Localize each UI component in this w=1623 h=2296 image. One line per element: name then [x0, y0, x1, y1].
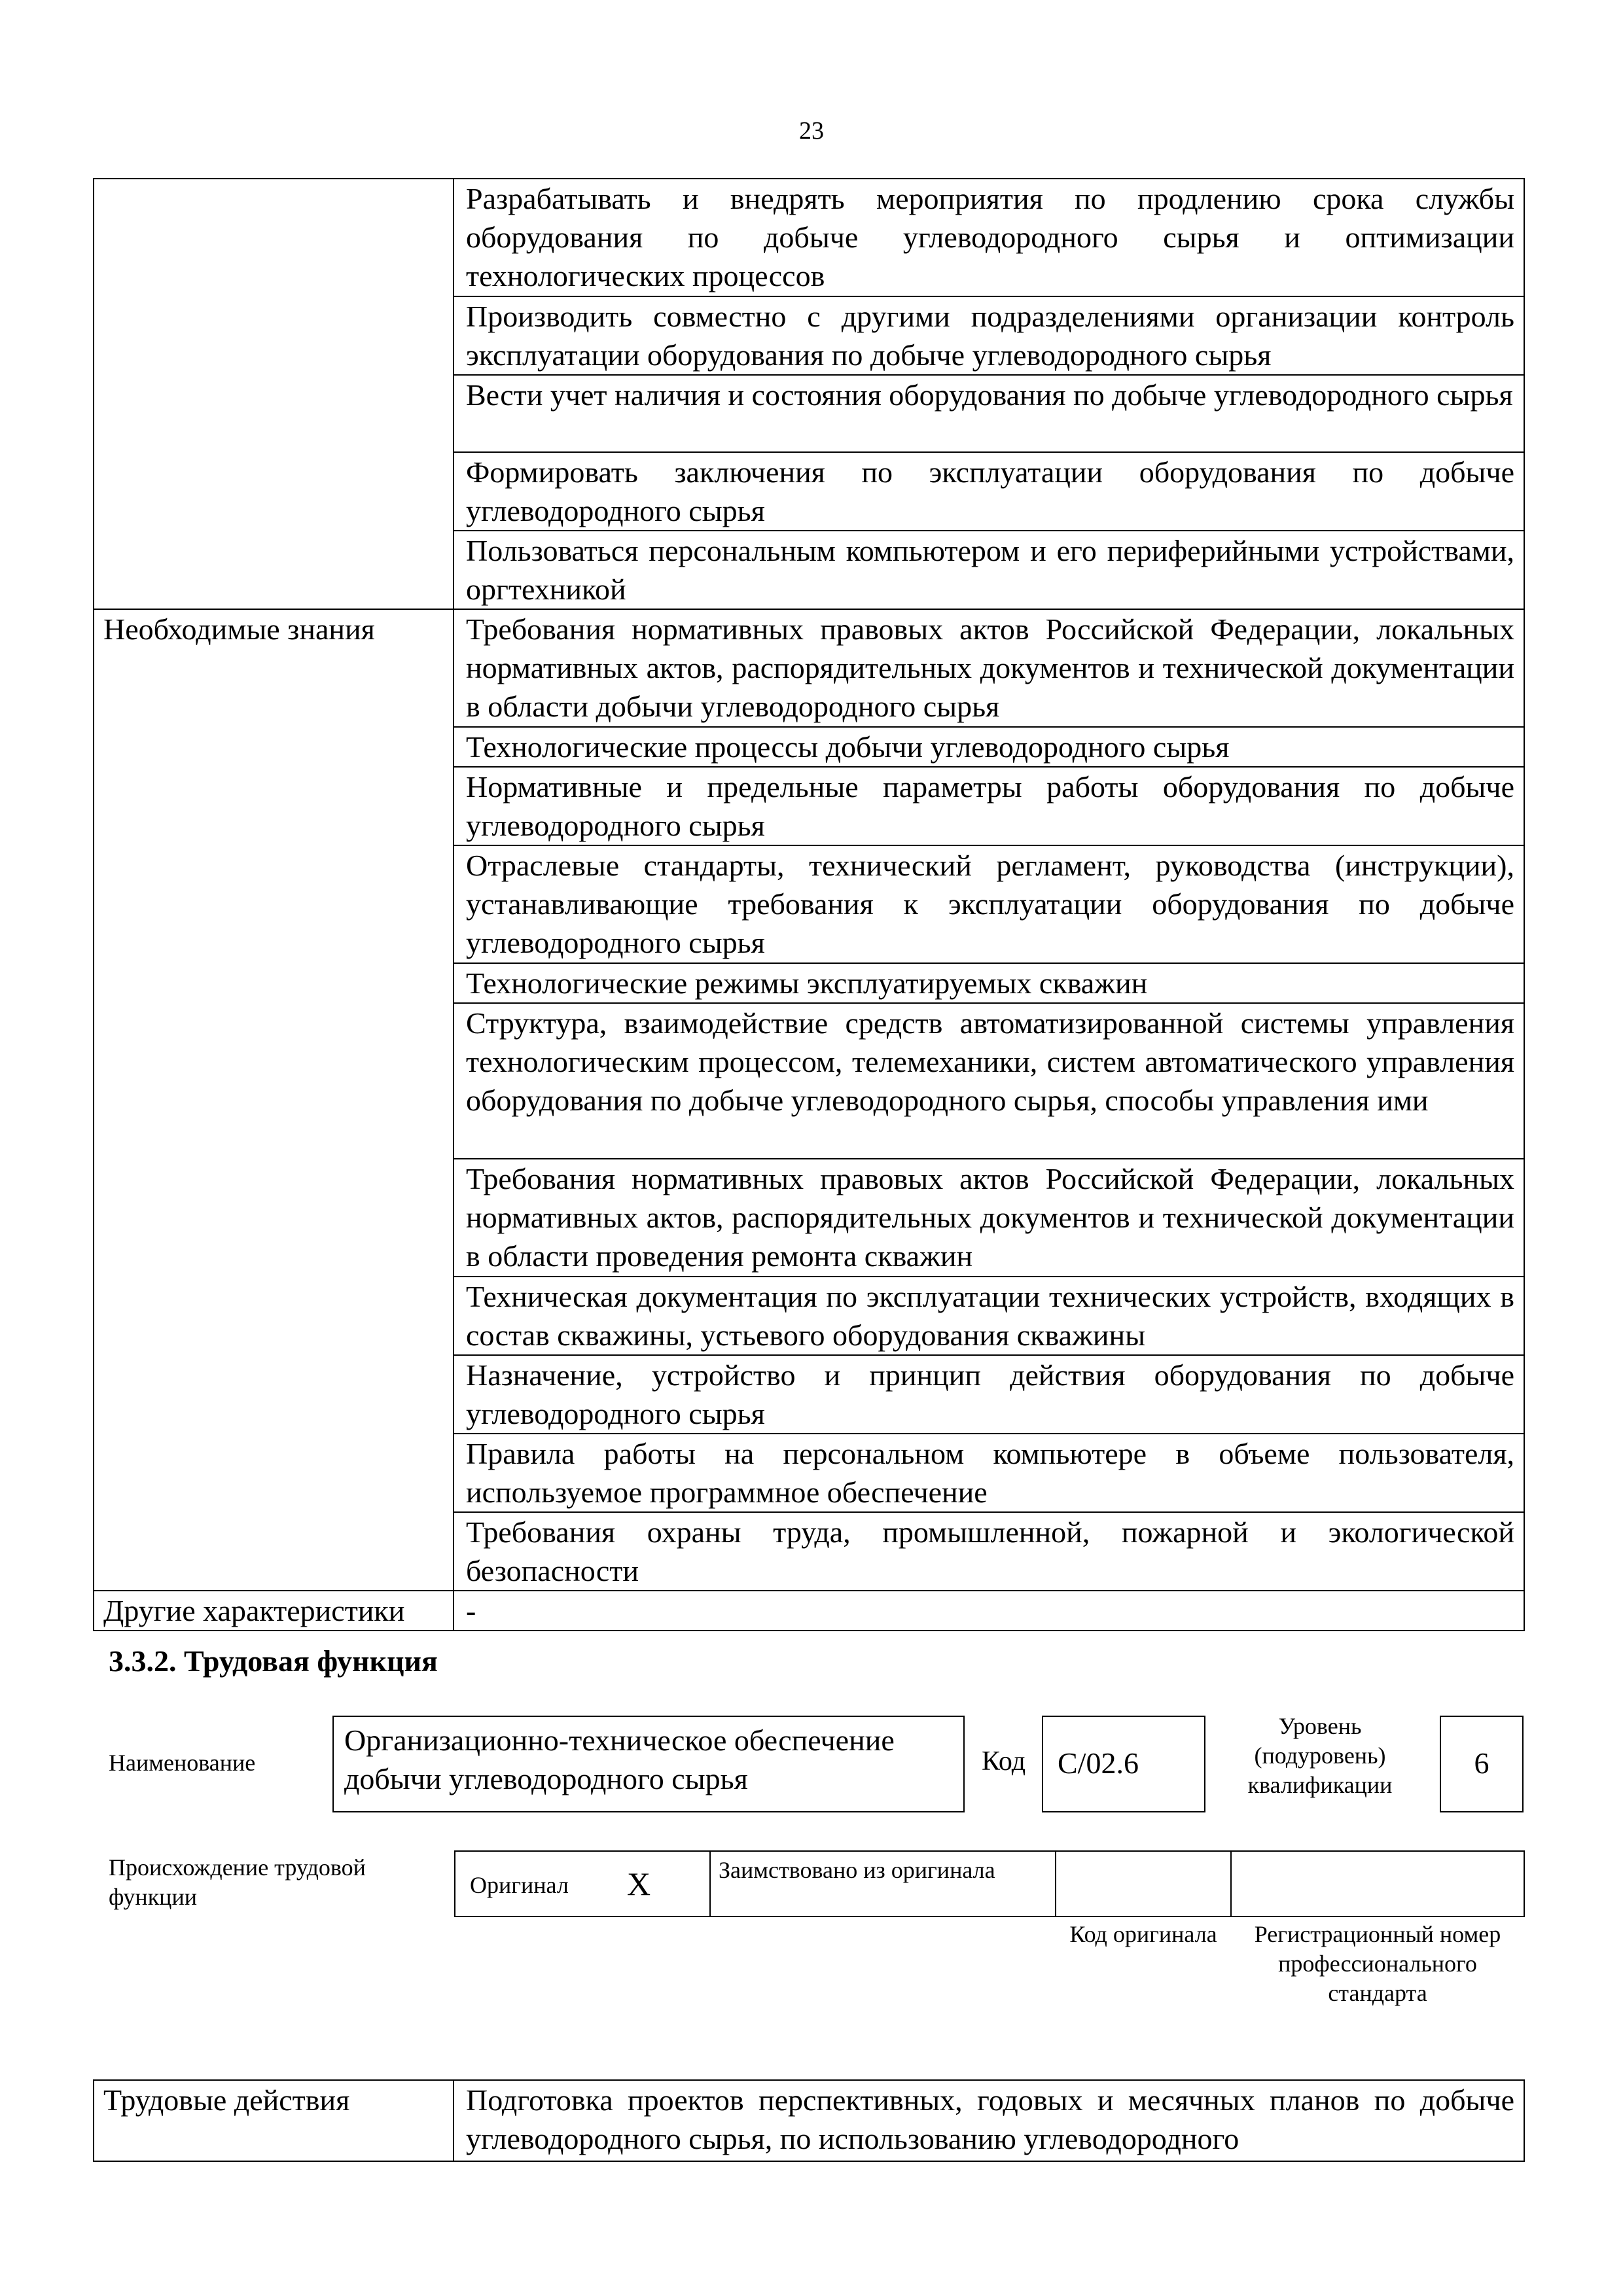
reg-number-cell — [1230, 1850, 1525, 1917]
code-label: Код — [982, 1746, 1026, 1776]
knowledge-item: Отраслевые стандарты, технический регламент, руководства (инструкции), устанавливающие требования к эксплуатации оборудования по добыче углеводородного сырья — [454, 845, 1524, 963]
original-code-caption: Код оригинала — [1069, 1921, 1217, 1947]
knowledge-item: Требования охраны труда, промышленной, пожарной и экологической безопасности — [454, 1512, 1524, 1591]
knowledge-item: Техническая документация по эксплуатации технических устройств, входящих в состав скважины, устьевого оборудования скважины — [454, 1277, 1524, 1355]
level-label: Уровень (подуровень) квалификации — [1247, 1713, 1393, 1798]
skill-item: Вести учет наличия и состояния оборудования по добыче углеводородного сырья — [454, 375, 1524, 452]
knowledge-item: Структура, взаимодействие средств автоматизированной системы управления технологическим процессом, телемеханики, систем автоматического управления оборудования по добыче углеводородного сырья, способы управления ими — [454, 1003, 1524, 1159]
knowledge-item: Требования нормативных правовых актов Российской Федерации, локальных нормативных актов, распорядительных документов и технической документации в области добычи углеводородного сырья — [454, 609, 1524, 727]
skills-label-cell — [94, 179, 454, 609]
requirements-table — [93, 178, 1525, 1631]
origin-label: Происхождение трудовой функции — [109, 1854, 366, 1910]
knowledge-item: Правила работы на персональном компьютере в объеме пользователя, используемое программное обеспечение — [454, 1434, 1524, 1512]
original-cell — [454, 1850, 711, 1917]
name-value: Организационно-техническое обеспечение добычи углеводородного сырья — [344, 1723, 895, 1795]
knowledge-label: Необходимые знания — [94, 609, 454, 1591]
other-value: - — [454, 1591, 1524, 1631]
actions-label: Трудовые действия — [94, 2080, 454, 2161]
knowledge-item: Технологические процессы добычи углеводородного сырья — [454, 727, 1524, 767]
knowledge-item: Нормативные и предельные параметры работы оборудования по добыче углеводородного сырья — [454, 767, 1524, 845]
code-value: C/02.6 — [1058, 1746, 1139, 1780]
table-row — [94, 2080, 1524, 2161]
actions-table — [93, 2079, 1525, 2162]
name-box — [332, 1716, 965, 1812]
borrowed-cell — [709, 1850, 1056, 1917]
original-label: Оригинал — [470, 1872, 569, 1898]
reg-number-caption: Регистрационный номер профессионального стандарта — [1254, 1921, 1501, 2006]
section-title: 3.3.2. Трудовая функция — [109, 1644, 438, 1678]
skill-item: Пользоваться персональным компьютером и его периферийными устройствами, оргтехникой — [454, 531, 1524, 609]
table-row — [94, 609, 1524, 727]
other-label: Другие характеристики — [94, 1591, 454, 1631]
knowledge-item: Требования нормативных правовых актов Российской Федерации, локальных нормативных актов, распорядительных документов и технической документации в области проведения ремонта скважин — [454, 1159, 1524, 1277]
original-code-cell — [1055, 1850, 1232, 1917]
level-value: 6 — [1474, 1746, 1489, 1780]
level-box — [1440, 1716, 1524, 1812]
knowledge-item: Технологические режимы эксплуатируемых скважин — [454, 963, 1524, 1003]
table-row — [94, 179, 1524, 296]
name-label: Наименование — [109, 1750, 256, 1776]
knowledge-item: Назначение, устройство и принцип действия оборудования по добыче углеводородного сырья — [454, 1355, 1524, 1434]
original-mark: X — [627, 1865, 651, 1902]
action-item: Подготовка проектов перспективных, годовых и месячных планов по добыче углеводородного сырья, по использованию углеводородного — [454, 2080, 1524, 2161]
skill-item: Производить совместно с другими подразделениями организации контроль эксплуатации оборудования по добыче углеводородного сырья — [454, 296, 1524, 375]
skill-item: Формировать заключения по эксплуатации оборудования по добыче углеводородного сырья — [454, 452, 1524, 531]
code-box — [1042, 1716, 1205, 1812]
borrowed-label: Заимствовано из оригинала — [719, 1857, 995, 1883]
skill-item: Разрабатывать и внедрять мероприятия по продлению срока службы оборудования по добыче углеводородного сырья и оптимизации технологических процессов — [454, 179, 1524, 296]
table-row — [94, 1591, 1524, 1631]
page-number: 23 — [799, 117, 824, 145]
